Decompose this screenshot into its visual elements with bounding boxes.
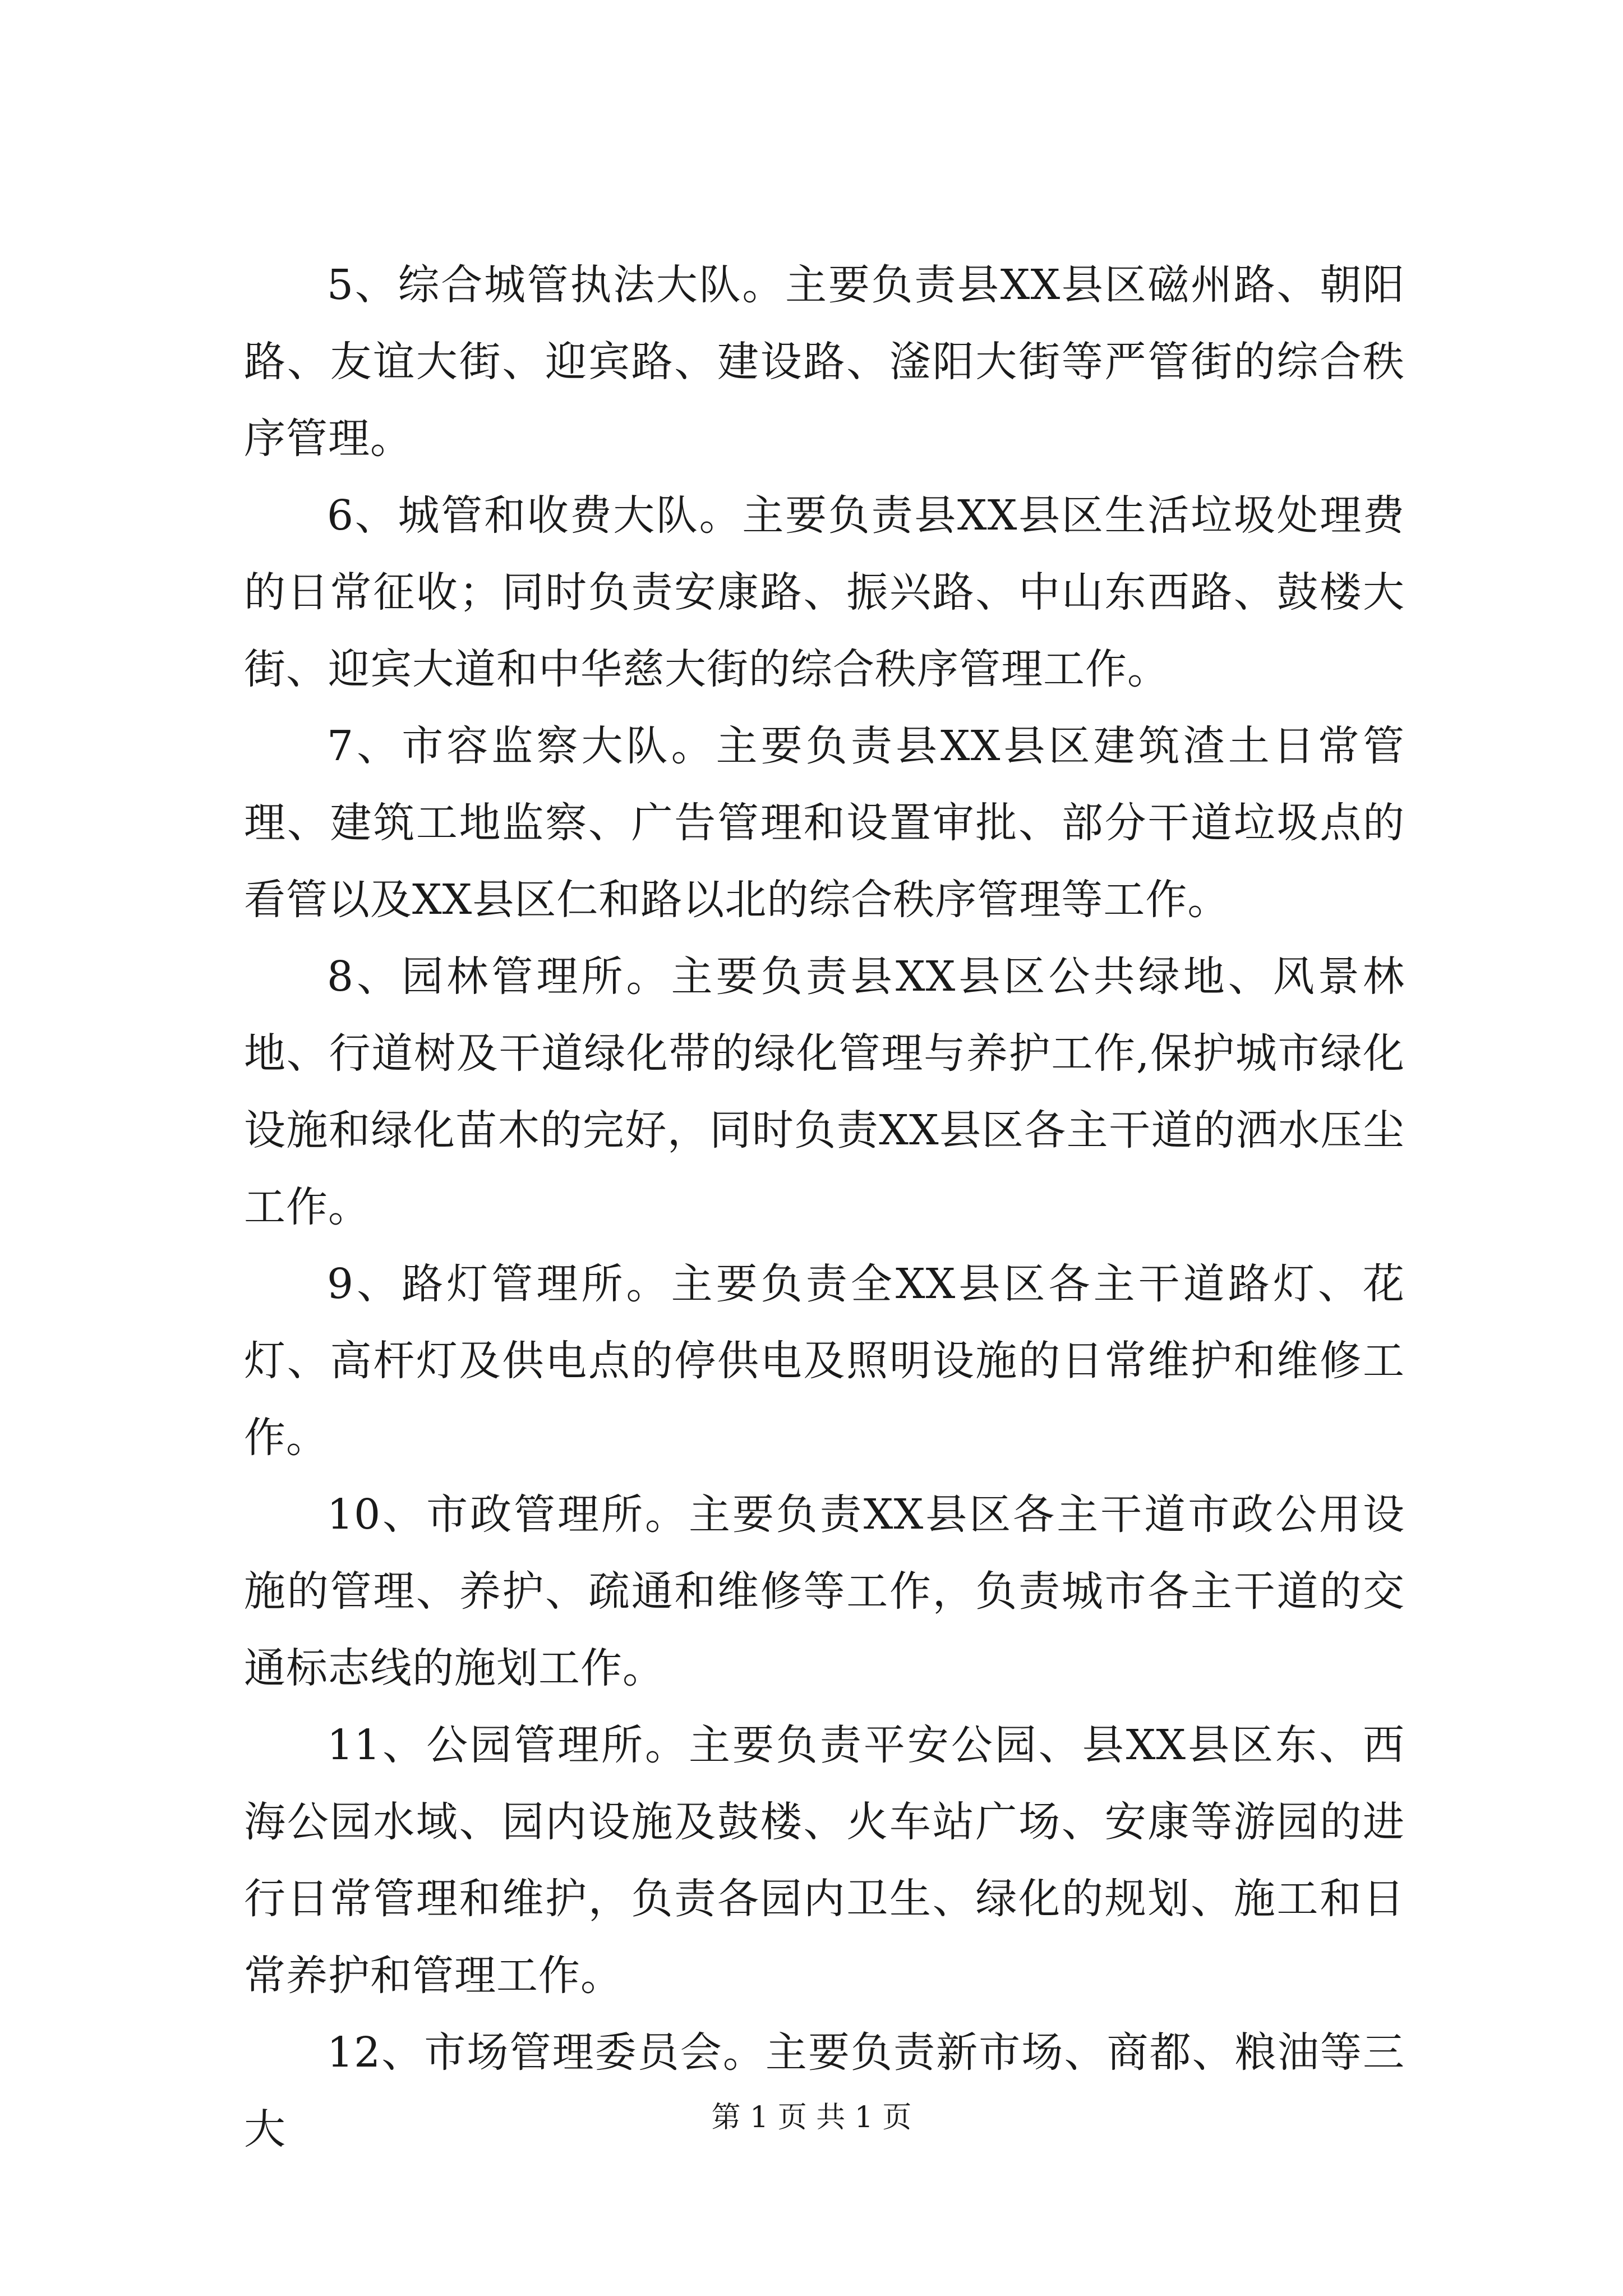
paragraph-6: 6、城管和收费大队。主要负责县XX县区生活垃圾处理费的日常征收；同时负责安康路、振兴路、中山东西路、鼓楼大街、迎宾大道和中华慈大街的综合秩序管理工作。 xyxy=(244,491,1405,693)
paragraph-8: 8、园林管理所。主要负责县XX县区公共绿地、风景林地、行道树及干道绿化带的绿化管理与养护工作,保护城市绿化设施和绿化苗木的完好，同时负责XX县区各主干道的洒水压尘工作。 xyxy=(244,953,1405,1231)
paragraph-10: 10、市政管理所。主要负责XX县区各主干道市政公用设施的管理、养护、疏通和维修等工作，负责城市各主干道的交通标志线的施划工作。 xyxy=(244,1490,1405,1692)
paragraph-5: 5、综合城管执法大队。主要负责县XX县区磁州路、朝阳路、友谊大街、迎宾路、建设路、滏阳大街等严管街的综合秩序管理。 xyxy=(244,261,1405,463)
page-number-label: 第 1 页 共 1 页 xyxy=(711,2101,912,2134)
page-footer xyxy=(0,2098,1623,2137)
paragraph-11: 11、公园管理所。主要负责平安公园、县XX县区东、西海公园水域、园内设施及鼓楼、火车站广场、安康等游园的进行日常管理和维护，负责各园内卫生、绿化的规划、施工和日常养护和管理工作。 xyxy=(244,1721,1405,2000)
paragraph-12: 12、市场管理委员会。主要负责新市场、商都、粮油等三大 xyxy=(244,2028,1405,2154)
paragraph-7: 7、市容监察大队。主要负责县XX县区建筑渣土日常管理、建筑工地监察、广告管理和设置审批、部分干道垃圾点的看管以及XX县区仁和路以北的综合秩序管理等工作。 xyxy=(244,722,1405,924)
document-body xyxy=(244,247,1405,2168)
paragraph-9: 9、路灯管理所。主要负责全XX县区各主干道路灯、花灯、高杆灯及供电点的停供电及照明设施的日常维护和维修工作。 xyxy=(244,1260,1405,1462)
